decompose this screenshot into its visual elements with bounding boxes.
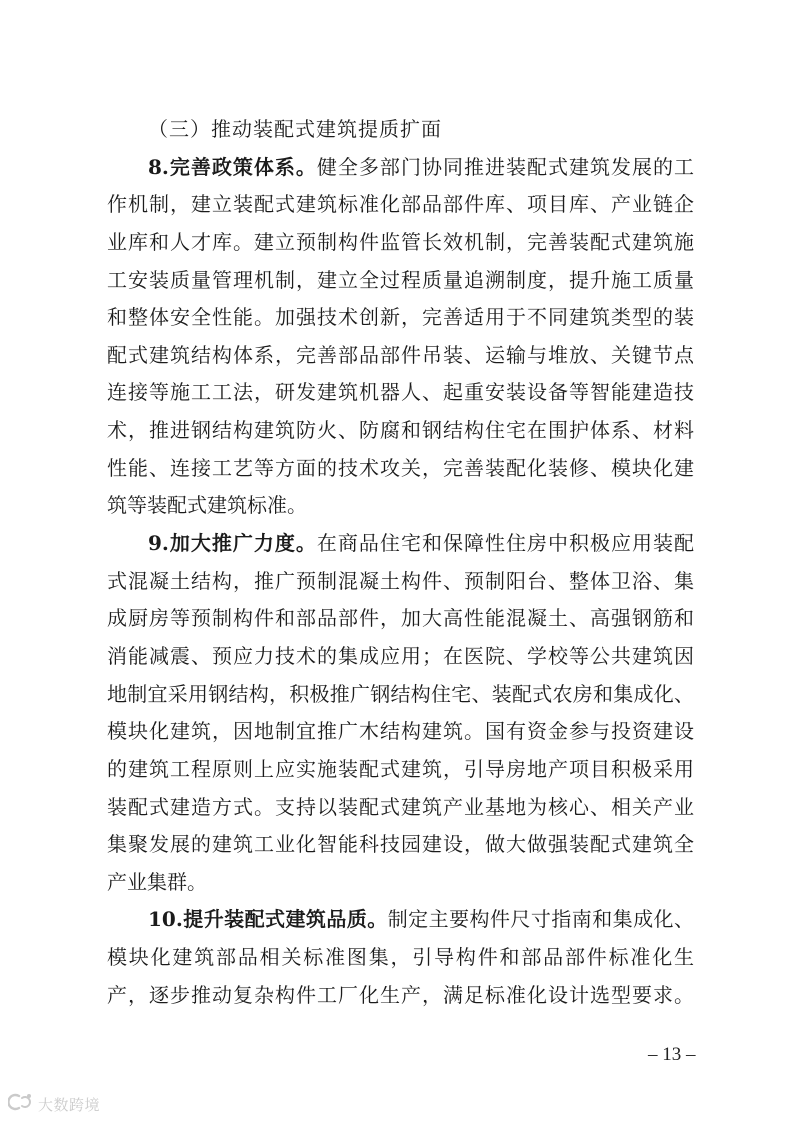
paragraph-10-line-1 <box>107 901 694 939</box>
paragraph-9-title: 9.加大推广力度。 <box>148 531 317 556</box>
paragraph-line: 地制宜采用钢结构，积极推广钢结构住宅、装配式农房和集成化、 <box>107 681 694 706</box>
page-number: – 13 – <box>648 1044 696 1065</box>
section-heading: （三）推动装配式建筑提质扩面 <box>148 117 442 141</box>
paragraph-line: 和整体安全性能。加强技术创新，完善适用于不同建筑类型的装 <box>107 305 694 330</box>
paragraph-line: 产，逐步推动复杂构件工厂化生产，满足标准化设计选型要求。 <box>107 982 694 1007</box>
paragraph-8-line-1 <box>107 149 694 187</box>
paragraph-line: 产业集群。 <box>107 869 207 894</box>
paragraph-line: 工安装质量管理机制，建立全过程质量追溯制度，提升施工质量 <box>107 267 694 292</box>
watermark-logo-icon <box>8 1092 34 1116</box>
paragraph-line: 的建筑工程原则上应实施装配式建筑，引导房地产项目积极采用 <box>107 756 694 781</box>
paragraph-8-text: 健全多部门协同推进装配式建筑发展的工 <box>316 154 694 179</box>
paragraph-line: 装配式建造方式。支持以装配式建筑产业基地为核心、相关产业 <box>107 794 694 819</box>
paragraph-line: 模块化建筑，因地制宜推广木结构建筑。国有资金参与投资建设 <box>107 719 694 744</box>
paragraph-line: 作机制，建立装配式建筑标准化部品部件库、项目库、产业链企 <box>107 192 694 217</box>
paragraph-line: 连接等施工工法，研发建筑机器人、起重安装设备等智能建造技 <box>107 380 694 405</box>
document-body <box>107 111 694 1014</box>
paragraph-10-title: 10.提升装配式建筑品质。 <box>148 907 388 932</box>
paragraph-10-text: 制定主要构件尺寸指南和集成化、 <box>387 907 694 932</box>
paragraph-8-title: 8.完善政策体系。 <box>148 154 317 179</box>
paragraph-9-line-1 <box>107 525 694 563</box>
paragraph-line: 业库和人才库。建立预制构件监管长效机制，完善装配式建筑施 <box>107 229 694 254</box>
paragraph-line: 筑等装配式建筑标准。 <box>107 493 307 518</box>
paragraph-line: 消能减震、预应力技术的集成应用；在医院、学校等公共建筑因 <box>107 643 694 668</box>
paragraph-9-text: 在商品住宅和保障性住房中积极应用装配 <box>316 531 694 556</box>
paragraph-line: 性能、连接工艺等方面的技术攻关，完善装配化装修、模块化建 <box>107 455 694 480</box>
paragraph-line: 模块化建筑部品相关标准图集，引导构件和部品部件标准化生 <box>107 945 694 970</box>
paragraph-line: 配式建筑结构体系，完善部品部件吊装、运输与堆放、关键节点 <box>107 342 694 367</box>
paragraph-line: 术，推进钢结构建筑防火、防腐和钢结构住宅在围护体系、材料 <box>107 418 694 443</box>
watermark-text: 大数跨境 <box>38 1095 101 1114</box>
paragraph-line: 集聚发展的建筑工业化智能科技园建设，做大做强装配式建筑全 <box>107 832 694 857</box>
paragraph-line: 式混凝土结构，推广预制混凝土构件、预制阳台、整体卫浴、集 <box>107 568 694 593</box>
watermark <box>8 1093 100 1115</box>
paragraph-line: 成厨房等预制构件和部品部件，加大高性能混凝土、高强钢筋和 <box>107 606 694 631</box>
